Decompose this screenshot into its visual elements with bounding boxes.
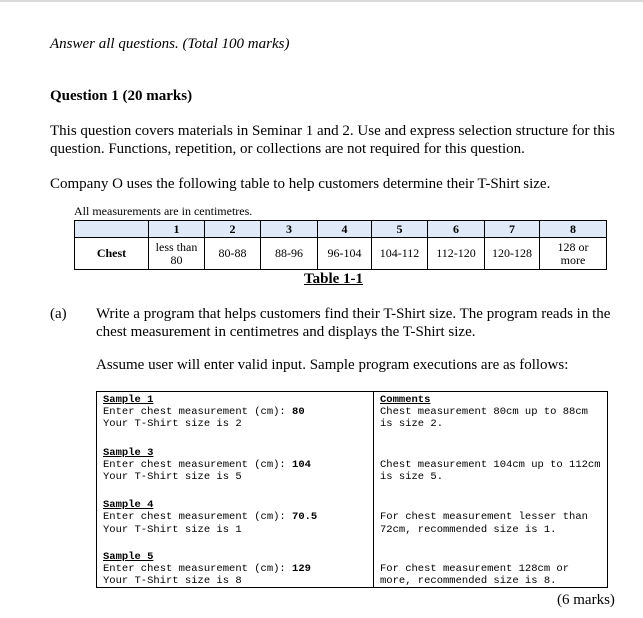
size-header: 6 [428,221,485,238]
comment-line: For chest measurement lesser than [380,511,588,523]
sample-executions-box [96,391,608,588]
question-intro-line1: This question covers materials in Seminar 1 and 2. Use and express selection structure for this [50,123,615,139]
sample-title: Sample 3 [103,447,154,459]
size-header: 3 [261,221,318,238]
company-text: Company O uses the following table to help customers determine their T-Shirt size. [50,176,551,192]
question-intro-line2: question. Functions, repetition, or collections are not required for this question. [50,141,525,157]
user-input: 104 [292,459,311,471]
sample-title: Sample 5 [103,551,154,563]
range-cell [149,238,205,270]
range-text: more [560,252,586,267]
range-text: 128 or [557,239,589,254]
user-input: 70.5 [292,511,318,523]
marks-label: (6 marks) [557,592,615,608]
size-header: 7 [485,221,540,238]
size-header: 1 [149,221,205,238]
sample-output-line: Your T-Shirt size is 2 [103,418,242,430]
range-cell: 120-128 [485,238,540,270]
tshirt-size-table [74,220,607,270]
size-header: 8 [540,221,607,238]
row-label-chest: Chest [75,238,149,270]
comment-line: is size 5. [380,471,444,483]
exam-instructions: Answer all questions. (Total 100 marks) [50,36,290,52]
prompt-text: Enter chest measurement (cm): [103,459,293,471]
comments-title: Comments [380,394,431,406]
column-divider [373,392,374,587]
part-a-label: (a) [50,306,67,322]
comment-line: more, recommended size is 8. [380,575,557,587]
range-cell: 88-96 [261,238,318,270]
comment-line: Chest measurement 80cm up to 88cm [380,406,588,418]
range-text: less than [155,239,198,254]
size-header: 5 [372,221,428,238]
sample-output-line: Your T-Shirt size is 1 [103,524,242,536]
user-input: 80 [292,406,305,418]
size-header: 4 [318,221,372,238]
comment-line: 72cm, recommended size is 1. [380,524,557,536]
size-header: 2 [205,221,261,238]
range-cell [540,238,607,270]
user-input: 129 [292,563,311,575]
table-caption: Table 1-1 [304,271,364,287]
comment-line: Chest measurement 104cm up to 112cm [380,459,601,471]
sample-output-line: Your T-Shirt size is 8 [103,575,242,587]
chest-row [75,238,607,270]
sample-output-line: Your T-Shirt size is 5 [103,471,242,483]
comment-line: is size 2. [380,418,444,430]
part-a-line2: chest measurement in centimetres and displays the T-Shirt size. [96,324,476,340]
range-cell: 104-112 [372,238,428,270]
range-cell: 112-120 [428,238,485,270]
prompt-text: Enter chest measurement (cm): [103,563,293,575]
range-text: 80 [170,252,183,267]
sample-title: Sample 4 [103,499,154,511]
prompt-text: Enter chest measurement (cm): [103,406,293,418]
size-header-row [75,221,607,238]
range-cell: 80-88 [205,238,261,270]
part-a-line1: Write a program that helps customers find their T-Shirt size. The program reads in the [96,306,611,322]
page-top-rule [0,0,643,2]
table-note: All measurements are in centimetres. [74,204,253,218]
range-cell: 96-104 [318,238,372,270]
header-blank-cell [75,221,149,238]
question-title: Question 1 (20 marks) [50,88,193,104]
part-a-assume: Assume user will enter valid input. Sample program executions are as follows: [96,357,569,373]
prompt-text: Enter chest measurement (cm): [103,511,293,523]
sample-title: Sample 1 [103,394,154,406]
comment-line: For chest measurement 128cm or [380,563,570,575]
sample-input-line [103,511,317,524]
